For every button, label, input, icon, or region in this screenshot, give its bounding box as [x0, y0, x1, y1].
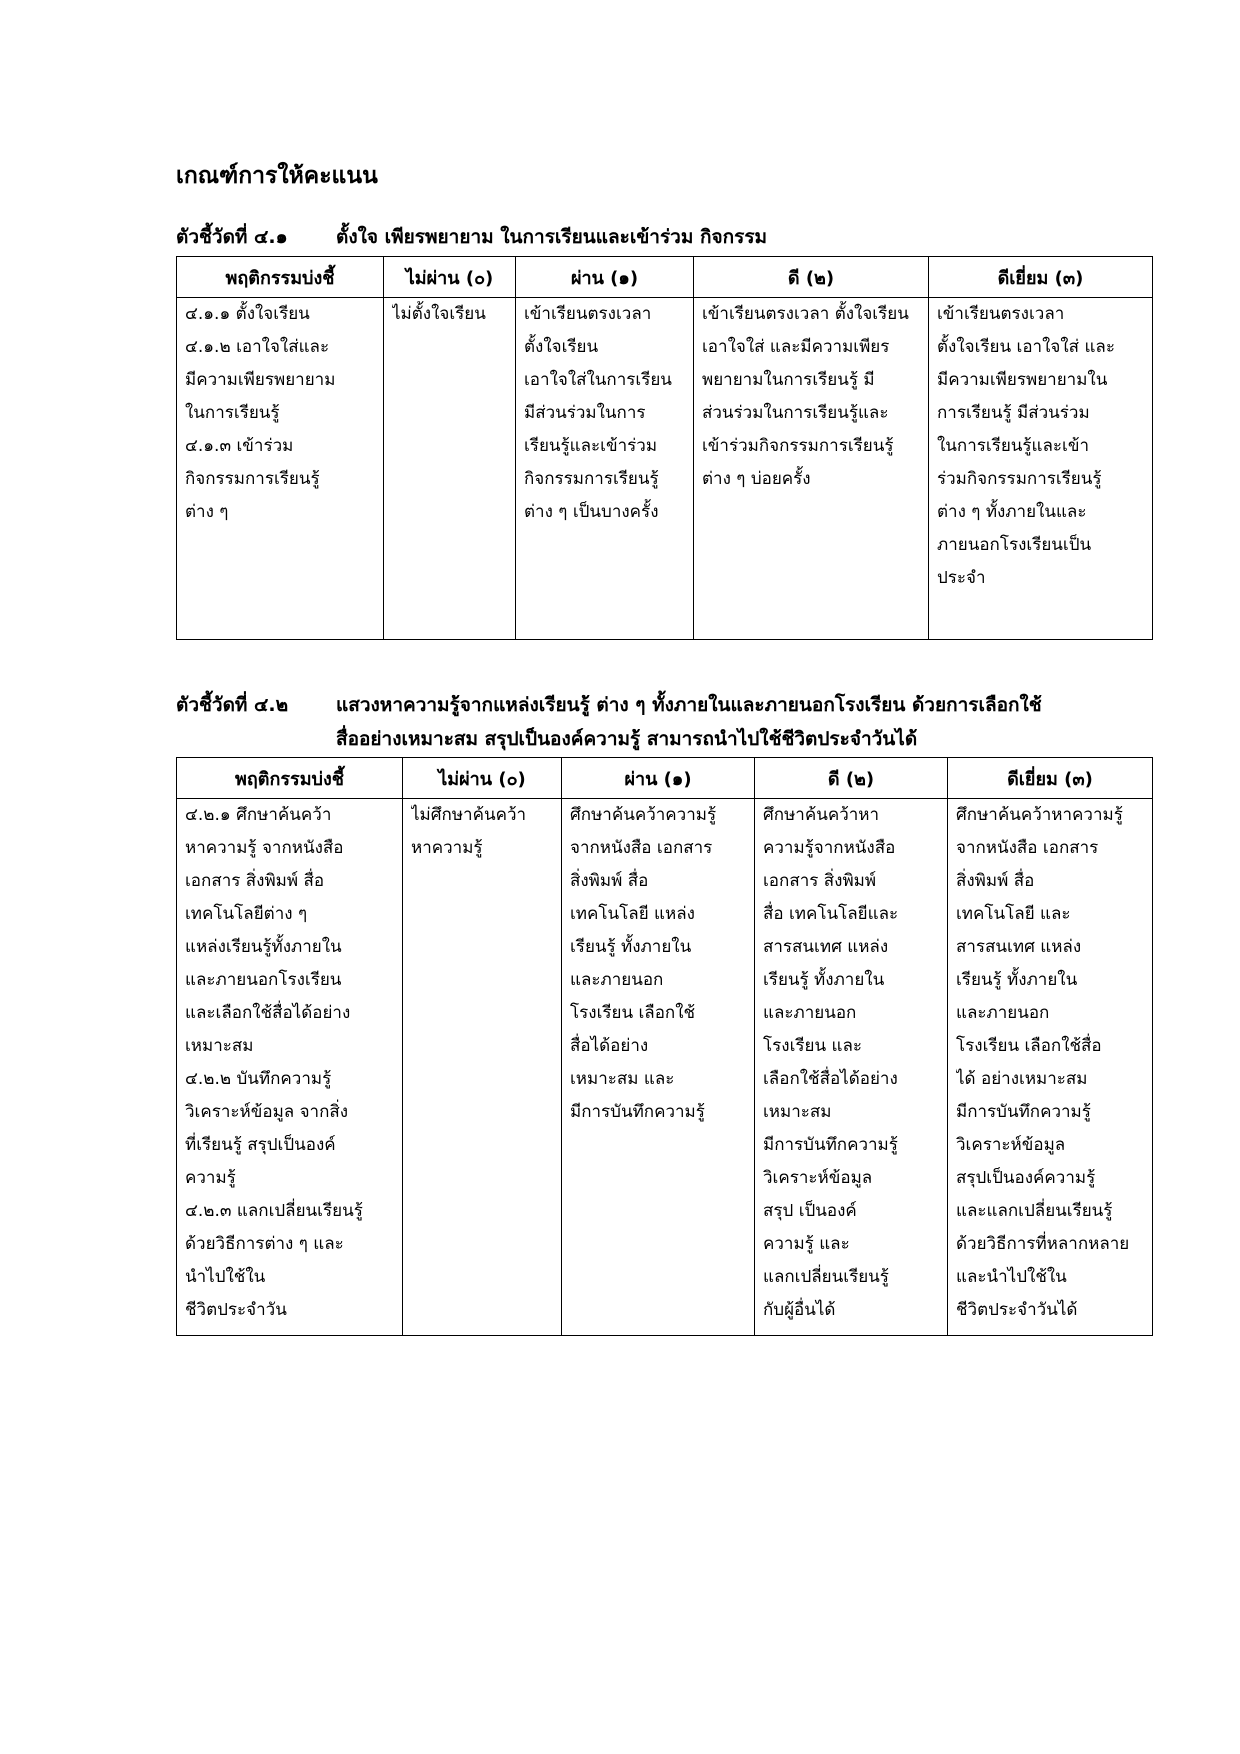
header-pass: ผ่าน (๑) — [562, 758, 755, 799]
indicator-2-label: ตัวชี้วัดที่ ๔.๒ — [176, 694, 289, 716]
cell-line: สื่อ เทคโนโลยีและ — [763, 904, 899, 924]
cell-line: และภายนอกโรงเรียน — [185, 970, 342, 990]
cell-line: จากหนังสือ เอกสาร — [956, 838, 1099, 858]
cell-line: มีความเพียรพยายามใน — [937, 370, 1108, 390]
cell-line: โรงเรียน เลือกใช้สื่อ — [956, 1036, 1102, 1056]
page-title: เกณฑ์การให้คะแนน — [176, 163, 378, 189]
cell-line: พยายามในการเรียนรู้ มี — [702, 370, 875, 390]
cell-good — [694, 298, 929, 640]
cell-line: ความรู้ — [185, 1168, 236, 1188]
header-pass: ผ่าน (๑) — [516, 257, 694, 298]
cell-pass — [516, 298, 694, 640]
header-fail: ไม่ผ่าน (๐) — [403, 758, 562, 799]
cell-line: ต่าง ๆ บ่อยครั้ง — [702, 469, 811, 489]
indicator-2-text-line1: แสวงหาความรู้จากแหล่งเรียนรู้ ต่าง ๆ ทั้งภายในและภายนอกโรงเรียน ด้วยการเลือกใช้ — [336, 694, 1042, 716]
cell-line: ไม่ตั้งใจเรียน — [392, 304, 486, 324]
cell-line: เหมาะสม และ — [570, 1069, 675, 1089]
cell-line: ศึกษาค้นคว้าความรู้ — [570, 805, 717, 825]
cell-line: แลกเปลี่ยนเรียนรู้ — [763, 1267, 889, 1287]
cell-line: ต่าง ๆ — [185, 502, 229, 522]
indicator-1-text: ตั้งใจ เพียรพยายาม ในการเรียนและเข้าร่วม กิจกรรม — [336, 226, 768, 248]
cell-line: ด้วยวิธีการต่าง ๆ และ — [185, 1234, 344, 1254]
cell-line: กิจกรรมการเรียนรู้ — [185, 469, 320, 489]
cell-line: เทคโนโลยี และ — [956, 904, 1071, 924]
cell-line: ต่าง ๆ เป็นบางครั้ง — [524, 502, 659, 522]
table-row — [177, 799, 1153, 1336]
cell-line: เอกสาร สิ่งพิมพ์ สื่อ — [185, 871, 325, 891]
indicator-1-label: ตัวชี้วัดที่ ๔.๑ — [176, 226, 288, 248]
cell-line: โรงเรียน และ — [763, 1036, 862, 1056]
cell-line: ประจำ — [937, 568, 986, 588]
cell-line: เข้าเรียนตรงเวลา — [524, 304, 652, 324]
table-header-row — [177, 758, 1153, 799]
cell-line: และภายนอก — [570, 970, 664, 990]
cell-line: เรียนรู้ ทั้งภายใน — [570, 937, 692, 957]
cell-line: ความรู้ และ — [763, 1234, 850, 1254]
cell-fail — [384, 298, 516, 640]
cell-line: ด้วยวิธีการที่หลากหลาย — [956, 1234, 1130, 1254]
cell-line: เข้าร่วมกิจกรรมการเรียนรู้ — [702, 436, 894, 456]
cell-line: ได้ อย่างเหมาะสม — [956, 1069, 1088, 1089]
header-good: ดี (๒) — [694, 257, 929, 298]
cell-line: เหมาะสม — [185, 1036, 254, 1056]
header-behavior: พฤติกรรมบ่งชี้ — [177, 758, 403, 799]
cell-line: และแลกเปลี่ยนเรียนรู้ — [956, 1201, 1113, 1221]
header-fail: ไม่ผ่าน (๐) — [384, 257, 516, 298]
cell-line: การเรียนรู้ มีส่วนร่วม — [937, 403, 1090, 423]
cell-line: เอกสาร สิ่งพิมพ์ — [763, 871, 877, 891]
cell-line: มีการบันทึกความรู้ — [763, 1135, 898, 1155]
cell-line: สรุปเป็นองค์ความรู้ — [956, 1168, 1096, 1188]
cell-line: และนำไปใช้ใน — [956, 1267, 1067, 1287]
cell-line: สารสนเทศ แหล่ง — [763, 937, 889, 957]
header-excellent: ดีเยี่ยม (๓) — [948, 758, 1153, 799]
cell-line: และเลือกใช้สื่อได้อย่าง — [185, 1003, 351, 1023]
header-behavior: พฤติกรรมบ่งชี้ — [177, 257, 384, 298]
cell-line: วิเคราะห์ข้อมูล — [763, 1168, 873, 1188]
cell-line: ความรู้จากหนังสือ — [763, 838, 896, 858]
cell-excellent — [929, 298, 1153, 640]
cell-line: มีการบันทึกความรู้ — [570, 1102, 705, 1122]
cell-line: เข้าเรียนตรงเวลา ตั้งใจเรียน — [702, 304, 909, 324]
indicator-2-text-line2: สื่ออย่างเหมาะสม สรุปเป็นองค์ความรู้ สามารถนำไปใช้ชีวิตประจำวันได้ — [336, 728, 918, 750]
cell-good — [755, 799, 948, 1336]
cell-line: สื่อได้อย่าง — [570, 1036, 649, 1056]
cell-line: สรุป เป็นองค์ — [763, 1201, 857, 1221]
cell-line: ๔.๑.๑ ตั้งใจเรียน — [185, 304, 310, 324]
cell-line: ภายนอกโรงเรียนเป็น — [937, 535, 1092, 555]
cell-line: เทคโนโลยี แหล่ง — [570, 904, 695, 924]
cell-line: สิ่งพิมพ์ สื่อ — [570, 871, 649, 891]
cell-line: แหล่งเรียนรู้ทั้งภายใน — [185, 937, 342, 957]
cell-line: เรียนรู้ ทั้งภายใน — [763, 970, 885, 990]
cell-line: ๔.๒.๒ บันทึกความรู้ — [185, 1069, 332, 1089]
cell-line: วิเคราะห์ข้อมูล — [956, 1135, 1066, 1155]
cell-line: ไม่ศึกษาค้นคว้า — [411, 805, 527, 825]
cell-line: สิ่งพิมพ์ สื่อ — [956, 871, 1035, 891]
cell-line: ชีวิตประจำวัน — [185, 1300, 287, 1320]
cell-line: ๔.๑.๓ เข้าร่วม — [185, 436, 294, 456]
cell-line: ที่เรียนรู้ สรุปเป็นองค์ — [185, 1135, 336, 1155]
cell-line: หาความรู้ — [411, 838, 483, 858]
cell-line: ศึกษาค้นคว้าหาความรู้ — [956, 805, 1123, 825]
cell-line: ๔.๑.๒ เอาใจใส่และ — [185, 337, 330, 357]
cell-line: ๔.๒.๑ ศึกษาค้นคว้า — [185, 805, 332, 825]
cell-line: และภายนอก — [763, 1003, 857, 1023]
indicator-1-heading — [176, 220, 1156, 254]
cell-line: ศึกษาค้นคว้าหา — [763, 805, 880, 825]
cell-line: นำไปใช้ใน — [185, 1267, 266, 1287]
indicator-2-table — [176, 757, 1153, 1336]
cell-line: ชีวิตประจำวันได้ — [956, 1300, 1078, 1320]
cell-line: เรียนรู้และเข้าร่วม — [524, 436, 658, 456]
cell-excellent — [948, 799, 1153, 1336]
cell-line: มีความเพียรพยายาม — [185, 370, 336, 390]
cell-line: โรงเรียน เลือกใช้ — [570, 1003, 696, 1023]
cell-fail — [403, 799, 562, 1336]
cell-line: หาความรู้ จากหนังสือ — [185, 838, 344, 858]
cell-line: วิเคราะห์ข้อมูล จากสิ่ง — [185, 1102, 349, 1122]
cell-line: ส่วนร่วมในการเรียนรู้และ — [702, 403, 889, 423]
cell-line: เหมาะสม — [763, 1102, 832, 1122]
cell-line: ๔.๒.๓ แลกเปลี่ยนเรียนรู้ — [185, 1201, 363, 1221]
table-row — [177, 298, 1153, 640]
cell-line: มีการบันทึกความรู้ — [956, 1102, 1091, 1122]
cell-line: ตั้งใจเรียน เอาใจใส่ และ — [937, 337, 1115, 357]
cell-line: ตั้งใจเรียน — [524, 337, 599, 357]
cell-line: และภายนอก — [956, 1003, 1050, 1023]
indicator-1-table — [176, 256, 1153, 640]
indicator-2-heading — [176, 688, 1156, 756]
cell-behavior — [177, 799, 403, 1336]
cell-line: เลือกใช้สื่อได้อย่าง — [763, 1069, 898, 1089]
cell-line: ในการเรียนรู้ — [185, 403, 280, 423]
cell-line: เทคโนโลยีต่าง ๆ — [185, 904, 308, 924]
cell-line: สารสนเทศ แหล่ง — [956, 937, 1082, 957]
cell-line: จากหนังสือ เอกสาร — [570, 838, 713, 858]
cell-line: เอาใจใส่ในการเรียน — [524, 370, 672, 390]
cell-line: เข้าเรียนตรงเวลา — [937, 304, 1065, 324]
cell-behavior — [177, 298, 384, 640]
cell-line: ร่วมกิจกรรมการเรียนรู้ — [937, 469, 1102, 489]
cell-line: เอาใจใส่ และมีความเพียร — [702, 337, 890, 357]
cell-line: ต่าง ๆ ทั้งภายในและ — [937, 502, 1087, 522]
table-header-row — [177, 257, 1153, 298]
cell-line: มีส่วนร่วมในการ — [524, 403, 646, 423]
cell-line: กิจกรรมการเรียนรู้ — [524, 469, 659, 489]
header-excellent: ดีเยี่ยม (๓) — [929, 257, 1153, 298]
header-good: ดี (๒) — [755, 758, 948, 799]
cell-line: กับผู้อื่นได้ — [763, 1300, 836, 1320]
cell-line: เรียนรู้ ทั้งภายใน — [956, 970, 1078, 990]
cell-pass — [562, 799, 755, 1336]
cell-line: ในการเรียนรู้และเข้า — [937, 436, 1090, 456]
